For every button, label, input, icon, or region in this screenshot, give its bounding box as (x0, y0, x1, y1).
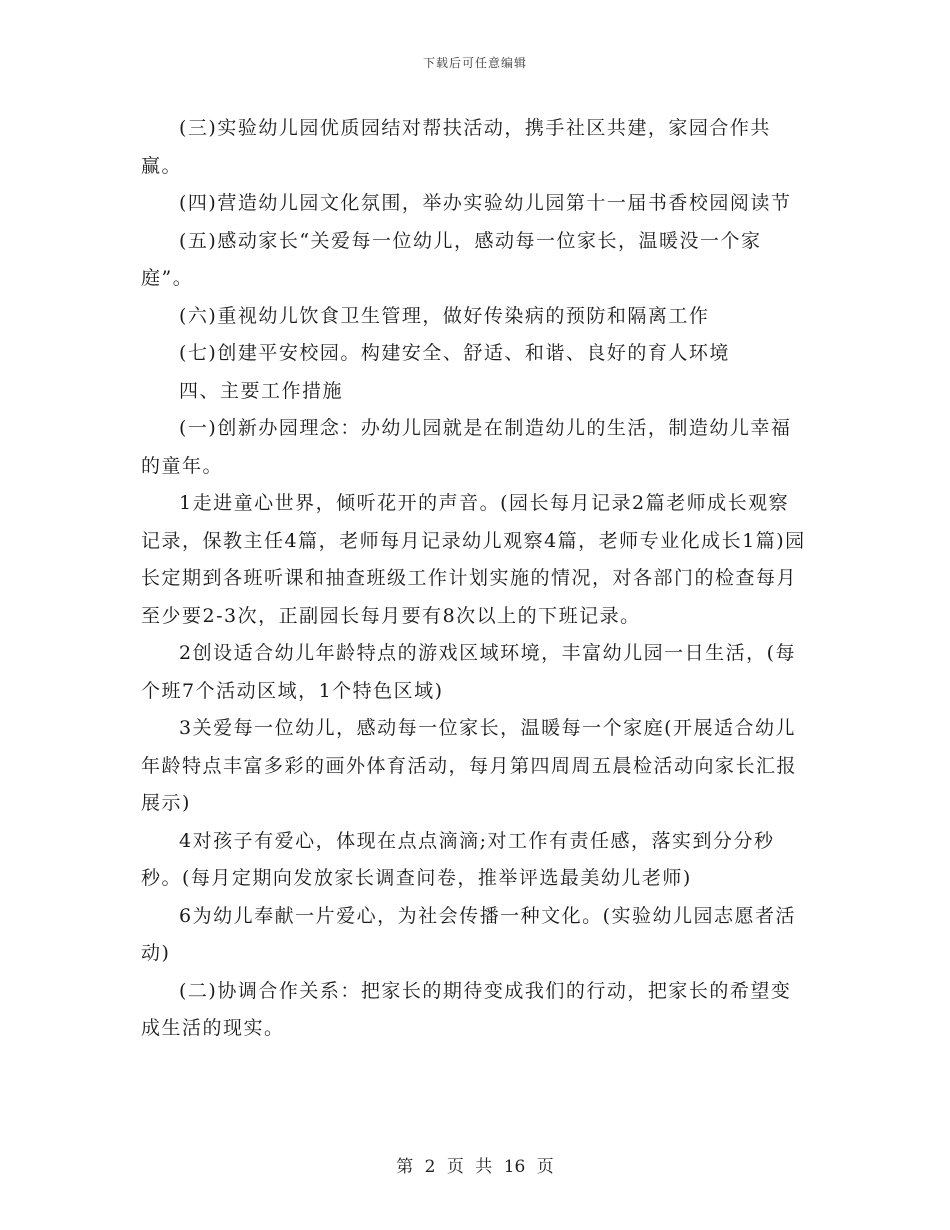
document-body (141, 110, 806, 1048)
paragraph: (七)创建平安校园。构建安全、舒适、和谐、良好的育人环境 (179, 342, 730, 364)
paragraph: (二)协调合作关系：把家长的期待变成我们的行动，把家长的希望变成生活的现实。 (141, 979, 792, 1039)
page-header-note: 下载后可任意编辑 (422, 56, 527, 70)
paragraph: (五)感动家长“关爱每一位幼儿，感动每一位家长，温暖没一个家庭”。 (141, 229, 762, 289)
paragraph: 6为幼儿奉献一片爱心，为社会传播一种文化。(实验幼儿园志愿者活动) (141, 904, 797, 964)
page-number-footer: 第 2 页 共 16 页 (396, 1157, 554, 1177)
paragraph: 4对孩子有爱心，体现在点点滴滴;对工作有责任感，落实到分分秒秒。(每月定期向发放家长调查问卷，推举评选最美幼儿老师) (141, 829, 775, 889)
paragraph: 1走进童心世界，倾听花开的声音。(园长每月记录2篇老师成长观察记录，保教主任4篇，老师每月记录幼儿观察4篇，老师专业化成长1篇)园长定期到各班听课和抽查班级工作计划实施的情况，对各部门的检查每月至少要2-3次，正副园长每月要有8次以上的下班记录。 (141, 492, 806, 627)
section-heading: 四、主要工作措施 (179, 379, 344, 402)
paragraph: 2创设适合幼儿年龄特点的游戏区域环境，丰富幼儿园一日生活，(每个班7个活动区域，1个特色区域) (141, 642, 797, 702)
paragraph: 3关爱每一位幼儿，感动每一位家长，温暖每一个家庭(开展适合幼儿年龄特点丰富多彩的画外体育活动，每月第四周周五晨检活动向家长汇报展示) (141, 717, 798, 814)
paragraph: (三)实验幼儿园优质园结对帮扶活动，携手社区共建，家园合作共赢。 (141, 117, 771, 177)
paragraph: (一)创新办园理念：办幼儿园就是在制造幼儿的生活，制造幼儿幸福的童年。 (141, 417, 792, 477)
paragraph: (六)重视幼儿饮食卫生管理，做好传染病的预防和隔离工作 (179, 304, 710, 327)
paragraph: (四)营造幼儿园文化氛围，举办实验幼儿园第十一届书香校园阅读节 (179, 192, 792, 214)
